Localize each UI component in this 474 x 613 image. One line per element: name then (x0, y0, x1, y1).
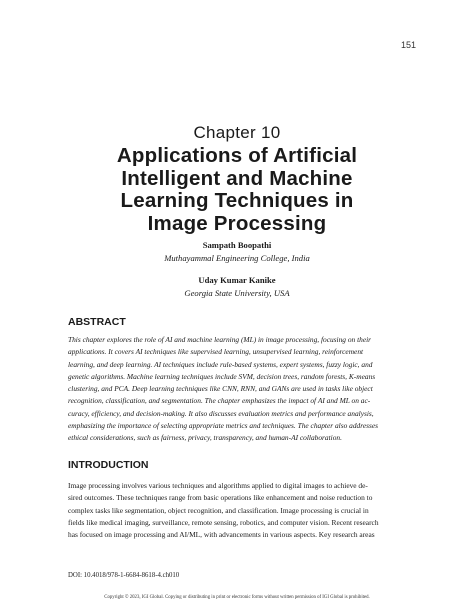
chapter-title-line: Image Processing (147, 211, 327, 235)
introduction-text (68, 480, 408, 541)
abstract-line: recognition, classification, and segmentation. The chapter emphasizes the impact of AI and ML on ac- (68, 396, 371, 406)
introduction-line: has focused on image processing and AI/ML, with advancements in various aspects. Key research areas (68, 530, 375, 540)
abstract-line: applications. It covers AI techniques like supervised learning, unsupervised learning, reinforcement (68, 347, 364, 357)
doi: DOI: 10.4018/978-1-6684-8618-4.ch010 (68, 572, 180, 579)
abstract-line: emphasizing the importance of selecting appropriate metrics and techniques. The chapter also addresses (68, 421, 379, 431)
author-affiliation: Muthayammal Engineering College, India (164, 253, 310, 263)
author-name: Uday Kumar Kanike (198, 275, 276, 285)
abstract-line: This chapter explores the role of AI and machine learning (ML) in image processing, focusing on their (68, 335, 372, 344)
abstract-text (68, 334, 408, 445)
abstract-line: curacy, efficiency, and decision-making. It also discusses evaluation metrics and performance analysis, (68, 408, 374, 418)
chapter-title-line: Intelligent and Machine (121, 166, 353, 190)
chapter-label: Chapter 10 (193, 123, 281, 142)
abstract-heading: ABSTRACT (68, 316, 126, 328)
introduction-line: Image processing involves various techniques and algorithms applied to digital images to achieve de- (68, 481, 368, 490)
copyright-notice: Copyright © 2023, IGI Global. Copying or distributing in print or electronic forms without written permission of IGI Global is prohibited. (104, 595, 370, 600)
introduction-line: fields like medical imaging, surveillance, remote sensing, robotics, and computer vision. Recent research (68, 517, 379, 527)
abstract-line: clustering, and PCA. Deep learning techniques like CNN, RNN, and GANs are used in tasks like object (68, 384, 373, 394)
abstract-line: genetic algorithms. Machine learning techniques include SVM, decision trees, random forests, K-means (68, 371, 376, 381)
introduction-line: sired outcomes. These techniques range from basic operations like enhancement and noise reduction to (68, 493, 373, 503)
chapter-title-line: Applications of Artificial (116, 144, 358, 167)
author-block (0, 275, 474, 298)
chapter-title (0, 145, 474, 235)
abstract-line: learning, and deep learning. AI techniques include rule-based systems, expert systems, fuzzy logic, and (68, 359, 373, 369)
introduction-line: complex tasks like segmentation, object recognition, and classification. Image processing is crucial in (68, 505, 369, 515)
author-block (0, 240, 474, 263)
author-name: Sampath Boopathi (202, 240, 272, 250)
page-number: 151 (400, 40, 416, 50)
author-affiliation: Georgia State University, USA (184, 288, 290, 298)
introduction-heading: INTRODUCTION (68, 459, 149, 471)
chapter-title-line: Learning Techniques in (120, 189, 354, 212)
abstract-line: ethical considerations, such as fairness, privacy, transparency, and human-AI collaboration. (68, 433, 342, 443)
